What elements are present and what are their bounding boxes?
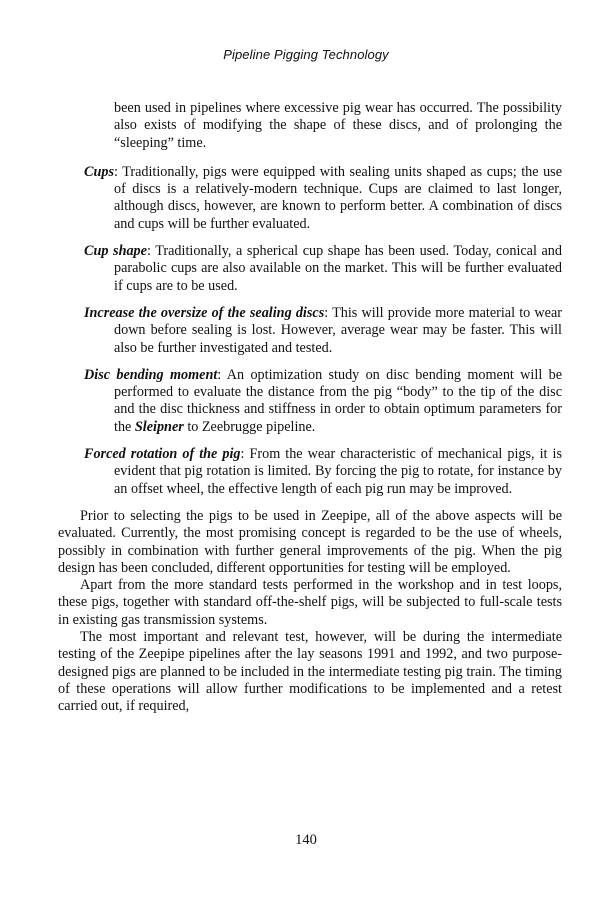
list-item-term: Cups: [84, 163, 114, 180]
body-text: [58, 100, 562, 716]
list-item-text: been used in pipelines where excessive pig wear has occurred. The possibility also exists of modifying the shape of these discs, and of prolonging the “sleeping” time.: [114, 100, 562, 151]
list-item-term: Forced rotation of the pig: [84, 446, 241, 463]
list-item-text: : Traditionally, a spherical cup shape has been used. Today, conical and parabolic cups are also available on the market. This will be further evaluated if cups are to be used.: [114, 243, 562, 294]
list-item-forced-rotation: [84, 446, 562, 498]
list-item-oversize: [84, 305, 562, 357]
list-item-text: : An optimization study on disc bending moment will be performed to evaluate the distance from the pig “body” to the tip of the disc and the disc thickness and stiffness in order to obtain optimum parameters for the: [114, 366, 562, 435]
list-item-continuation: [84, 100, 562, 152]
body-paragraph: Prior to selecting the pigs to be used in Zeepipe, all of the above aspects will be evaluated. Currently, the most promising concept is regarded to be the use of wheels, possibly in combination with further general improvements of the pig. When the pig design has been concluded, different opportunities for testing will be employed.: [58, 507, 562, 576]
list-item-term: Cup shape: [84, 243, 147, 260]
list-item-cups: [84, 164, 562, 233]
list-item-term: Increase the oversize of the sealing discs: [84, 304, 325, 321]
page-number: 140: [295, 832, 317, 848]
list-item-term: Disc bending moment: [84, 366, 218, 383]
list-item-disc-bending: [84, 367, 562, 436]
list-item-text: : From the wear characteristic of mechanical pigs, it is evident that pig rotation is limited. By forcing the pig to rotate, for instance by an offset wheel, the effective length of each pig run may be improved.: [114, 446, 562, 497]
list-item-text: : Traditionally, pigs were equipped with sealing units shaped as cups; the use of discs is a relatively-modern technique. Cups are claimed to last longer, although discs, however, are known to perform better. A combination of discs and cups will be further evaluated.: [113, 163, 562, 232]
list-item-text: : This will provide more material to wear down before sealing is lost. However, average wear may be faster. This will also be further investigated and tested.: [114, 304, 562, 356]
body-paragraph: Apart from the more standard tests performed in the workshop and in test loops, these pigs, together with standard off-the-shelf pigs, will be subjected to full-scale tests in existing gas transmission systems.: [58, 577, 562, 628]
running-head: Pipeline Pigging Technology: [223, 47, 389, 62]
list-item-cup-shape: [84, 243, 562, 295]
body-paragraph: The most important and relevant test, however, will be during the intermediate testing of the Zeepipe pipelines after the lay seasons 1991 and 1992, and two purpose-designed pigs are planned to be included in the intermediate testing pig train. The timing of these operations will allow further modifications to be implemented and a retest carried out, if required,: [58, 629, 562, 715]
list-item-text: to Zeebrugge pipeline.: [183, 418, 316, 435]
list-item-emphasis: Sleipner: [134, 418, 184, 435]
